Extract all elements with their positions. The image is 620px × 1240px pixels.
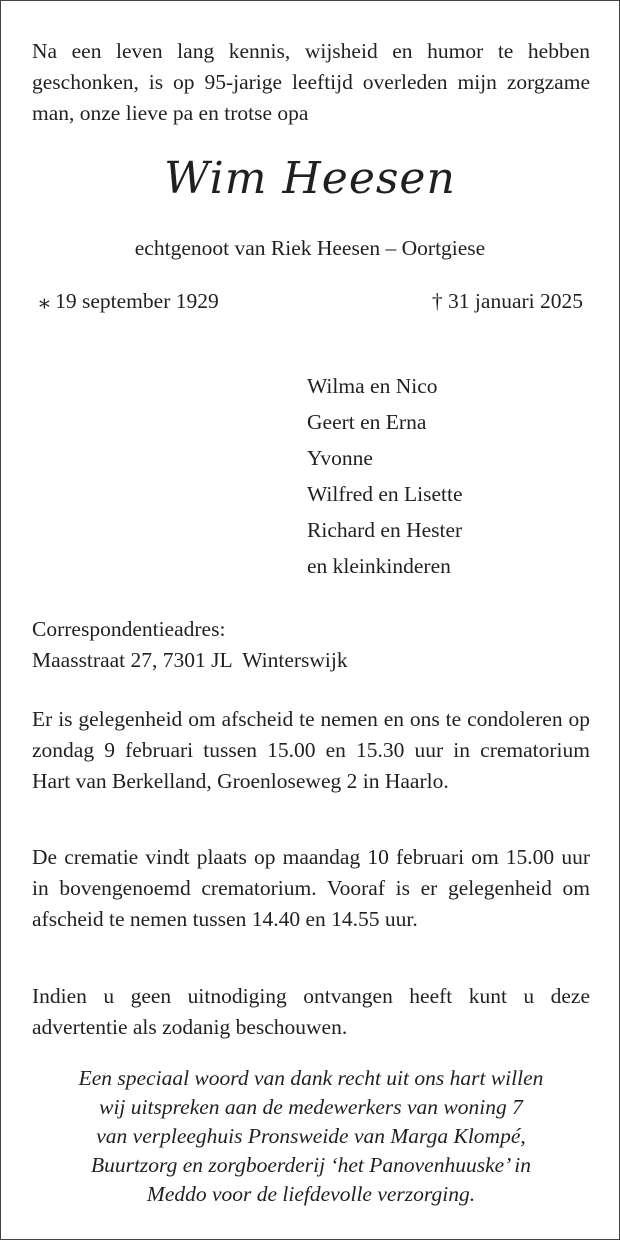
life-dates (39, 286, 583, 317)
family-member: Yvonne (307, 446, 373, 470)
thanks-line: wij uitspreken aan de medewerkers van woning 7 (99, 1095, 523, 1119)
birth-date: ⁎ 19 september 1929 (39, 289, 219, 313)
family-member: Wilfred en Lisette (307, 482, 463, 506)
thanks-line: van verpleeghuis Pronsweide van Marga Klompé, (96, 1124, 526, 1148)
family-member: Geert en Erna (307, 410, 427, 434)
thanks-text (32, 1064, 590, 1209)
thanks-line: Meddo voor de liefdevolle verzorging. (146, 1182, 476, 1206)
cremation-paragraph: De crematie vindt plaats op maandag 10 februari om 15.00 uur in bovengenoemd crematorium. Vooraf is er gelegenheid om afscheid te nemen tussen 14.40 en 14.55 uur. (32, 845, 590, 931)
family-member: Richard en Hester (307, 518, 463, 542)
family-member: Wilma en Nico (307, 374, 438, 398)
condolence-paragraph: Er is gelegenheid om afscheid te nemen en ons te condoleren op zondag 9 februari tussen 15.00 en 15.30 uur in crematorium Hart van Berkelland, Groenloseweg 2 in Haarlo. (32, 707, 590, 793)
family-member: en kleinkinderen (307, 554, 451, 578)
thanks-line: Een speciaal woord van dank recht uit ons hart willen (78, 1066, 544, 1090)
correspondence-label: Correspondentieadres: (32, 617, 226, 641)
thanks-line: Buurtzorg en zorgboerderij ‘het Panovenhuuske’ in (90, 1153, 532, 1177)
deceased-name: Wim Heesen (164, 153, 456, 204)
correspondence-address: Maasstraat 27, 7301 JL Winterswijk (32, 648, 348, 672)
invitation-paragraph: Indien u geen uitnodiging ontvangen heeft kunt u deze advertentie als zodanig beschouwen. (32, 984, 590, 1039)
intro-text: Na een leven lang kennis, wijsheid en humor te hebben geschonken, is op 95-jarige leeftijd overleden mijn zorgzame man, onze lieve pa en trotse opa (32, 39, 590, 125)
correspondence (32, 614, 590, 676)
spouse-line: echtgenoot van Riek Heesen – Oortgiese (134, 236, 486, 260)
death-date: † 31 januari 2025 (431, 289, 583, 313)
family-list (307, 368, 463, 584)
